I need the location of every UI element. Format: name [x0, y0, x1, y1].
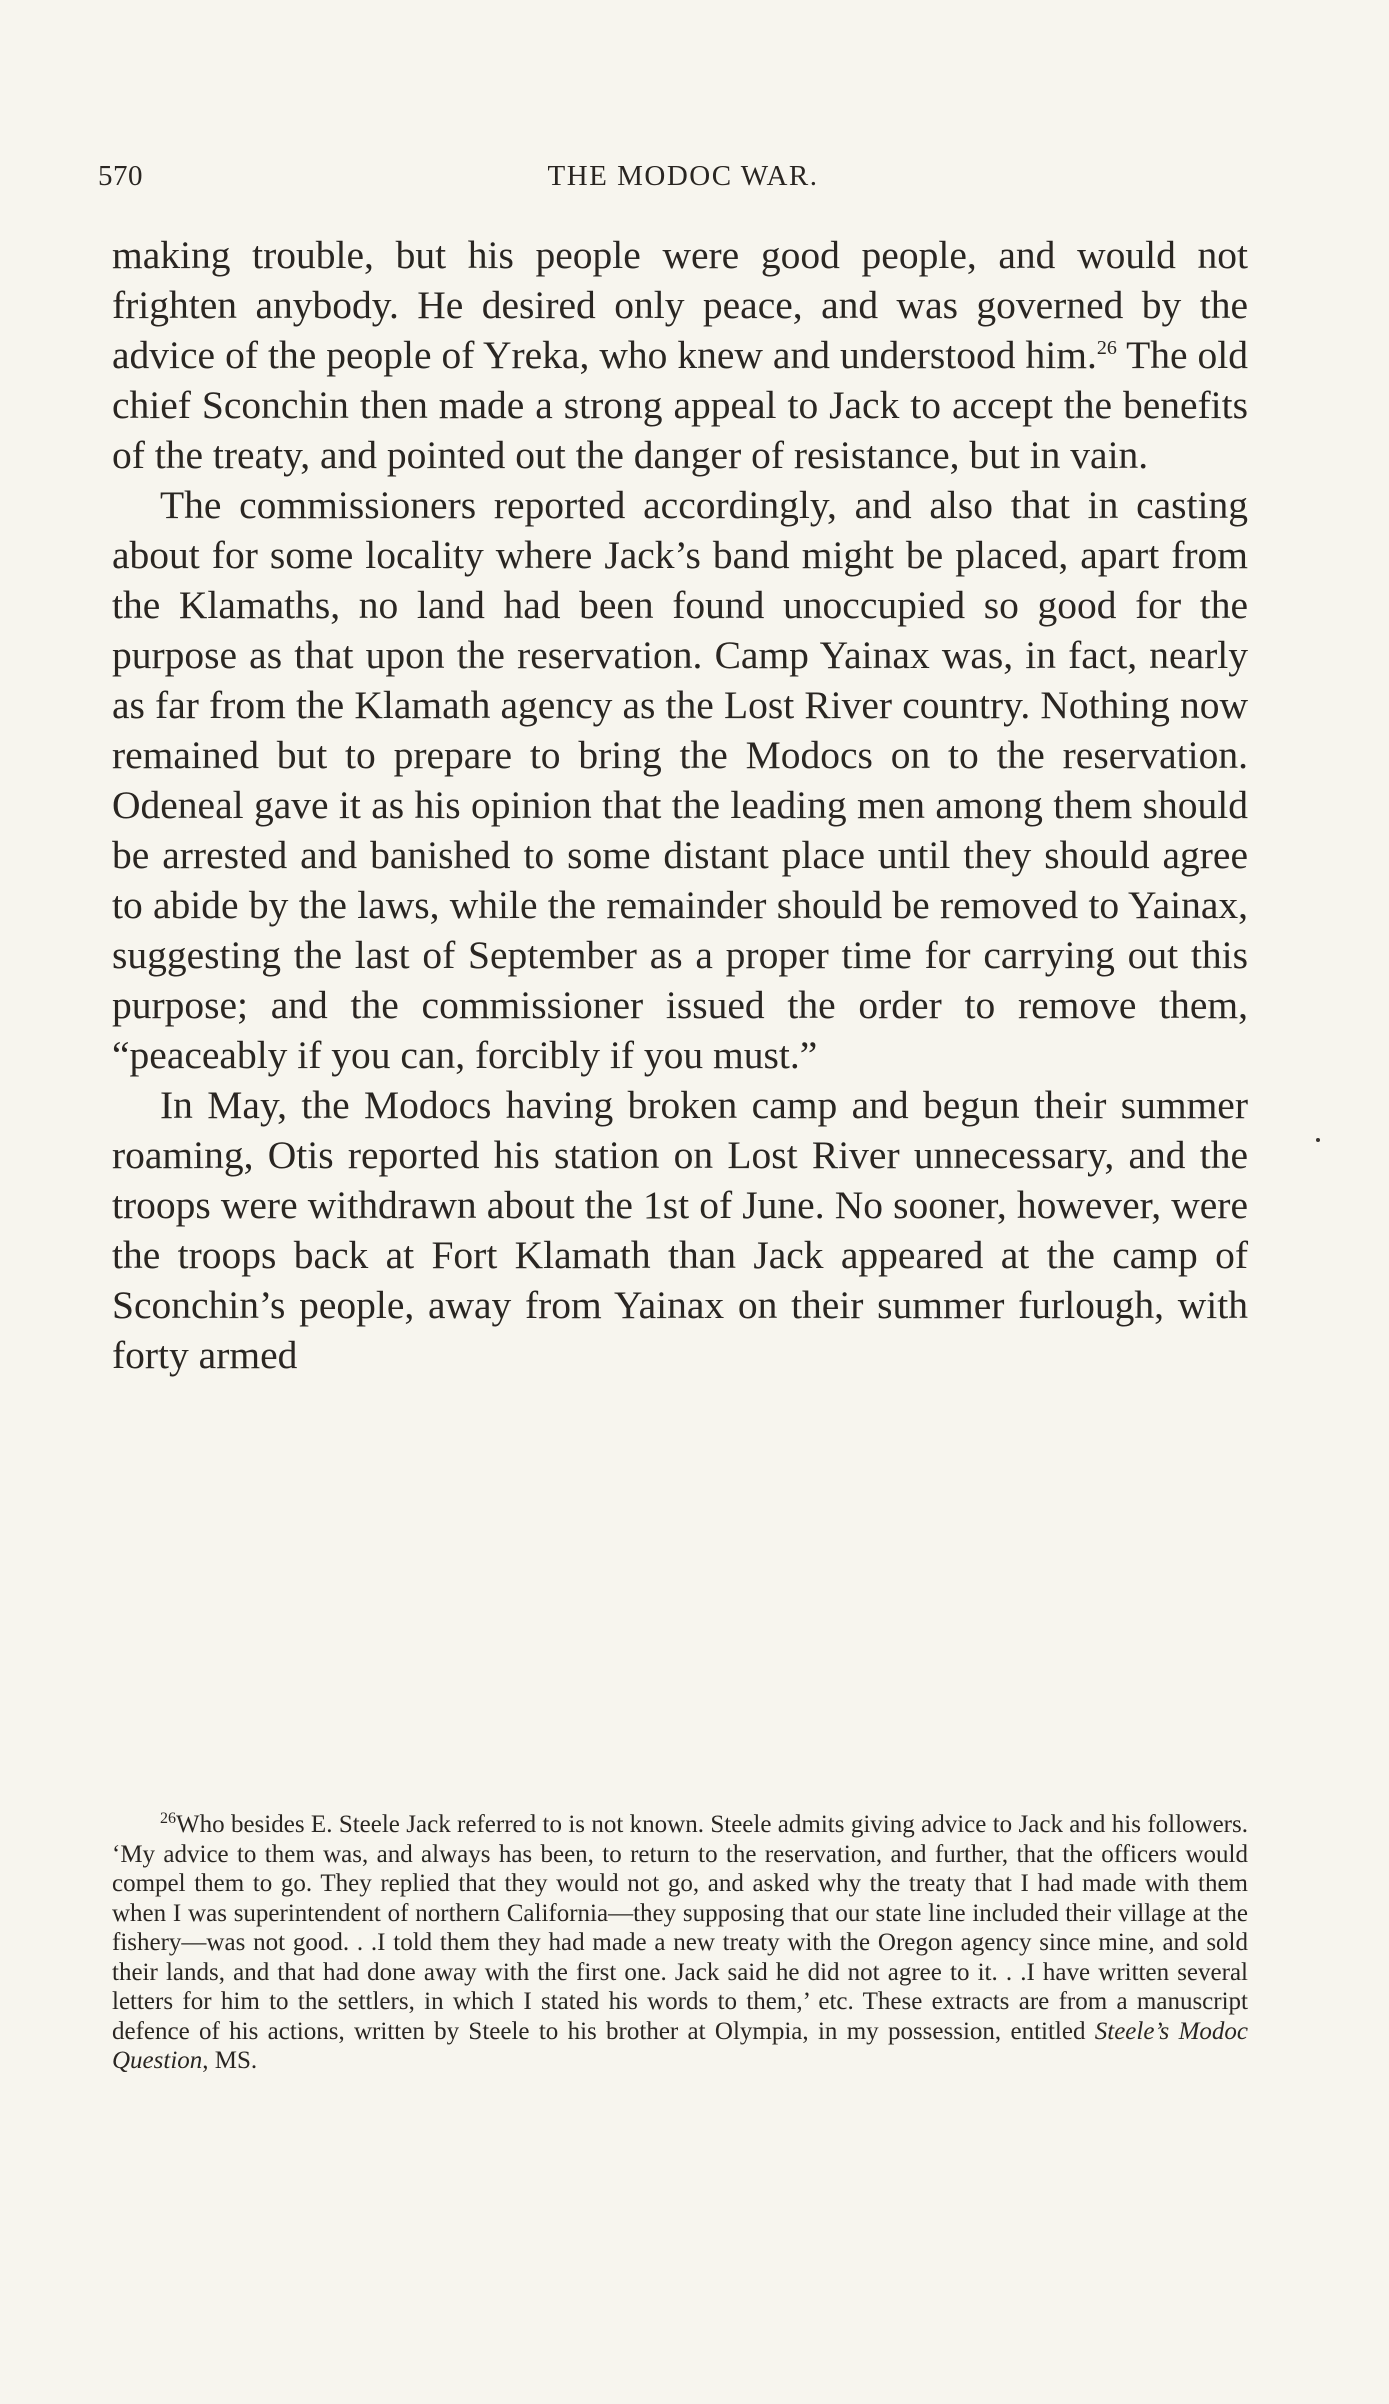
page-number: 570	[98, 160, 143, 192]
paragraph-2: The commissioners reported accordingly, and also that in casting about for some locality where Jack’s band might be placed, apart from the Klamaths, no land had been found unoccupied so good for the purpose as that upon the reservation. Camp Yainax was, in fact, nearly as far from the Klamath agency as the Lost River country. Nothing now remained but to prepare to bring the Modocs on to the reservation. Odeneal gave it as his opinion that the leading men among them should be arrested and banished to some distant place until they should agree to abide by the laws, while the remainder should be removed to Yainax, suggesting the last of September as a proper time for carrying out this purpose; and the commissioner issued the order to remove them, “peaceably if you can, forcibly if you must.”	[112, 483, 1248, 1077]
footnote-reference: 26	[1096, 337, 1117, 359]
footnote-text-end: , MS.	[202, 2047, 258, 2074]
page-header	[98, 160, 1268, 200]
paragraph-1	[112, 230, 1248, 480]
paragraph-1-text-continued: The old chief Sconchin then made a strong appeal to Jack to accept the benefits of the treaty, and pointed out the danger of resistance, but in vain.	[112, 333, 1249, 477]
footnote	[112, 1810, 1248, 2076]
footnote-marker: 26	[160, 1810, 176, 1827]
running-title: THE MODOC WAR.	[547, 160, 819, 192]
ink-speck	[1316, 1138, 1320, 1142]
footnote-cited-title: Steele’s Modoc Question	[112, 2017, 1248, 2074]
footnote-text: Who besides E. Steele Jack referred to is not known. Steele admits giving advice to Jack and his followers. ‘My advice to them was, and always has been, to return to the reservation, and further, that the officers would compel them to go. They replied that they would not go, and asked why the treaty that I had made with them when I was superintendent of northern California—they supposing that our state line included their village at the fishery—was not good. . .I told them they had made a new treaty with the Oregon agency since mine, and sold their lands, and that had done away with the first one. Jack said he did not agree to it. . .I have written several letters for him to the settlers, in which I stated his words to them,’ etc. These extracts are from a manuscript defence of his actions, written by Steele to his brother at Olympia, in my possession, entitled	[112, 1811, 1248, 2045]
paragraph-1-text: making trouble, but his people were good people, and would not frighten anybody. He desired only peace, and was governed by the advice of the people of Yreka, who knew and understood him.	[112, 233, 1248, 377]
body-text	[112, 230, 1248, 1380]
footnote-26	[112, 1810, 1248, 2076]
paragraph-3: In May, the Modocs having broken camp and begun their summer roaming, Otis reported his station on Lost River unnecessary, and the troops were withdrawn about the 1st of June. No sooner, however, were the troops back at Fort Klamath than Jack appeared at the camp of Sconchin’s people, away from Yainax on their summer furlough, with forty armed	[112, 1083, 1248, 1377]
